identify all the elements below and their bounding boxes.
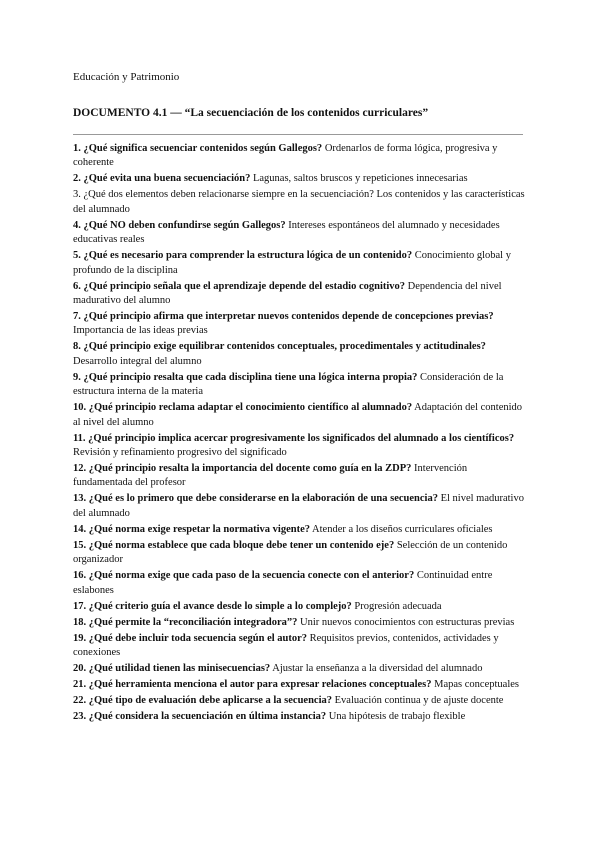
answer-text: Intervención fundamentada del profesor	[73, 463, 468, 489]
qa-item	[73, 280, 528, 309]
question-text: 21. ¿Qué herramienta menciona el autor para expresar relaciones conceptuales?	[73, 679, 432, 691]
question-text: 23. ¿Qué considera la secuenciación en última instancia?	[73, 711, 327, 723]
qa-item	[73, 172, 528, 186]
answer-text: Ajustar la enseñanza a la diversidad del alumnado	[270, 663, 483, 675]
answer-text: Desarrollo integral del alumno	[73, 355, 202, 367]
answer-text: Consideración de la estructura interna de la materia	[73, 371, 504, 398]
qa-item	[73, 600, 528, 614]
qa-item	[73, 401, 528, 430]
title-divider	[73, 134, 523, 135]
question-text: 16. ¿Qué norma exige que cada paso de la secuencia conecte con el anterior?	[73, 570, 415, 582]
qa-item	[73, 539, 528, 568]
qa-item	[73, 340, 528, 369]
answer-text: Mapas conceptuales	[431, 679, 519, 691]
qa-item	[73, 432, 528, 461]
answer-text: Progresión adecuada	[351, 600, 442, 612]
answer-text: Los contenidos y las características del alumnado	[73, 189, 525, 215]
qa-item	[73, 694, 528, 708]
question-text: 17. ¿Qué criterio guía el avance desde lo simple a lo complejo?	[73, 600, 352, 612]
question-list	[73, 142, 528, 726]
answer-text: Continuidad entre eslabones	[73, 570, 493, 596]
question-text: 4. ¿Qué NO deben confundirse según Gallegos?	[73, 219, 286, 231]
question-text: 8. ¿Qué principio exige equilibrar contenidos conceptuales, procedimentales y actitudinales?	[73, 341, 486, 353]
question-text: 5. ¿Qué es necesario para comprender la estructura lógica de un contenido?	[73, 250, 413, 262]
question-text: 2. ¿Qué evita una buena secuenciación?	[73, 173, 251, 185]
answer-text: Importancia de las ideas previas	[73, 325, 208, 337]
answer-text: Unir nuevos conocimientos con estructuras previas	[297, 616, 515, 628]
answer-text: Evaluación continua y de ajuste docente	[332, 695, 504, 707]
qa-item	[73, 523, 528, 537]
answer-text: Lagunas, saltos bruscos y repeticiones innecesarias	[250, 173, 468, 185]
qa-item	[73, 632, 528, 661]
question-text: 20. ¿Qué utilidad tienen las minisecuencias?	[73, 663, 271, 675]
answer-text: Revisión y refinamiento progresivo del significado	[73, 447, 287, 459]
answer-text: Una hipótesis de trabajo flexible	[326, 711, 466, 723]
qa-item	[73, 662, 528, 676]
question-text: 19. ¿Qué debe incluir toda secuencia según el autor?	[73, 632, 308, 644]
qa-item	[73, 462, 528, 491]
question-text: 13. ¿Qué es lo primero que debe considerarse en la elaboración de una secuencia?	[73, 493, 438, 505]
question-text: 6. ¿Qué principio señala que el aprendizaje depende del estadio cognitivo?	[73, 280, 406, 292]
qa-item	[73, 710, 528, 724]
answer-text: Selección de un contenido organizador	[73, 539, 508, 566]
question-text: 3. ¿Qué dos elementos deben relacionarse siempre en la secuenciación?	[73, 189, 374, 201]
qa-item	[73, 371, 528, 400]
qa-item	[73, 249, 528, 278]
qa-item	[73, 678, 528, 692]
question-text: 10. ¿Qué principio reclama adaptar el conocimiento científico al alumnado?	[73, 402, 413, 414]
question-text: 12. ¿Qué principio resalta la importancia del docente como guía en la ZDP?	[73, 463, 412, 475]
question-text: 15. ¿Qué norma establece que cada bloque debe tener un contenido eje?	[73, 539, 395, 551]
question-text: 22. ¿Qué tipo de evaluación debe aplicarse a la secuencia?	[73, 695, 332, 707]
question-text: 7. ¿Qué principio afirma que interpretar nuevos contenidos depende de concepciones previas?	[73, 311, 494, 323]
answer-text: Atender a los diseños curriculares oficiales	[310, 523, 493, 535]
document-title: DOCUMENTO 4.1 — “La secuenciación de los contenidos curriculares”	[73, 107, 429, 119]
question-text: 14. ¿Qué norma exige respetar la normativa vigente?	[73, 523, 310, 535]
page-header: Educación y Patrimonio	[73, 71, 180, 83]
qa-item	[73, 188, 528, 217]
question-text: 11. ¿Qué principio implica acercar progresivamente los significados del alumnado a los científicos?	[73, 432, 515, 444]
qa-item	[73, 219, 528, 248]
qa-item	[73, 616, 528, 630]
question-text: 18. ¿Qué permite la “reconciliación integradora”?	[73, 616, 298, 628]
qa-item	[73, 569, 528, 598]
answer-text: Ordenarlos de forma lógica, progresiva y coherente	[73, 143, 498, 169]
answer-text: Dependencia del nivel madurativo del alumno	[73, 280, 502, 307]
qa-item	[73, 310, 528, 339]
answer-text: Requisitos previos, contenidos, actividades y conexiones	[73, 632, 499, 659]
question-text: 1. ¿Qué significa secuenciar contenidos según Gallegos?	[73, 143, 323, 154]
question-text: 9. ¿Qué principio resalta que cada disciplina tiene una lógica interna propia?	[73, 371, 418, 383]
answer-text: Intereses espontáneos del alumnado y necesidades educativas reales	[73, 219, 500, 246]
answer-text: El nivel madurativo del alumnado	[73, 493, 524, 519]
qa-item	[73, 492, 528, 521]
qa-item	[73, 142, 528, 171]
answer-text: Conocimiento global y profundo de la disciplina	[73, 250, 511, 276]
answer-text: Adaptación del contenido al nivel del alumno	[73, 402, 523, 428]
